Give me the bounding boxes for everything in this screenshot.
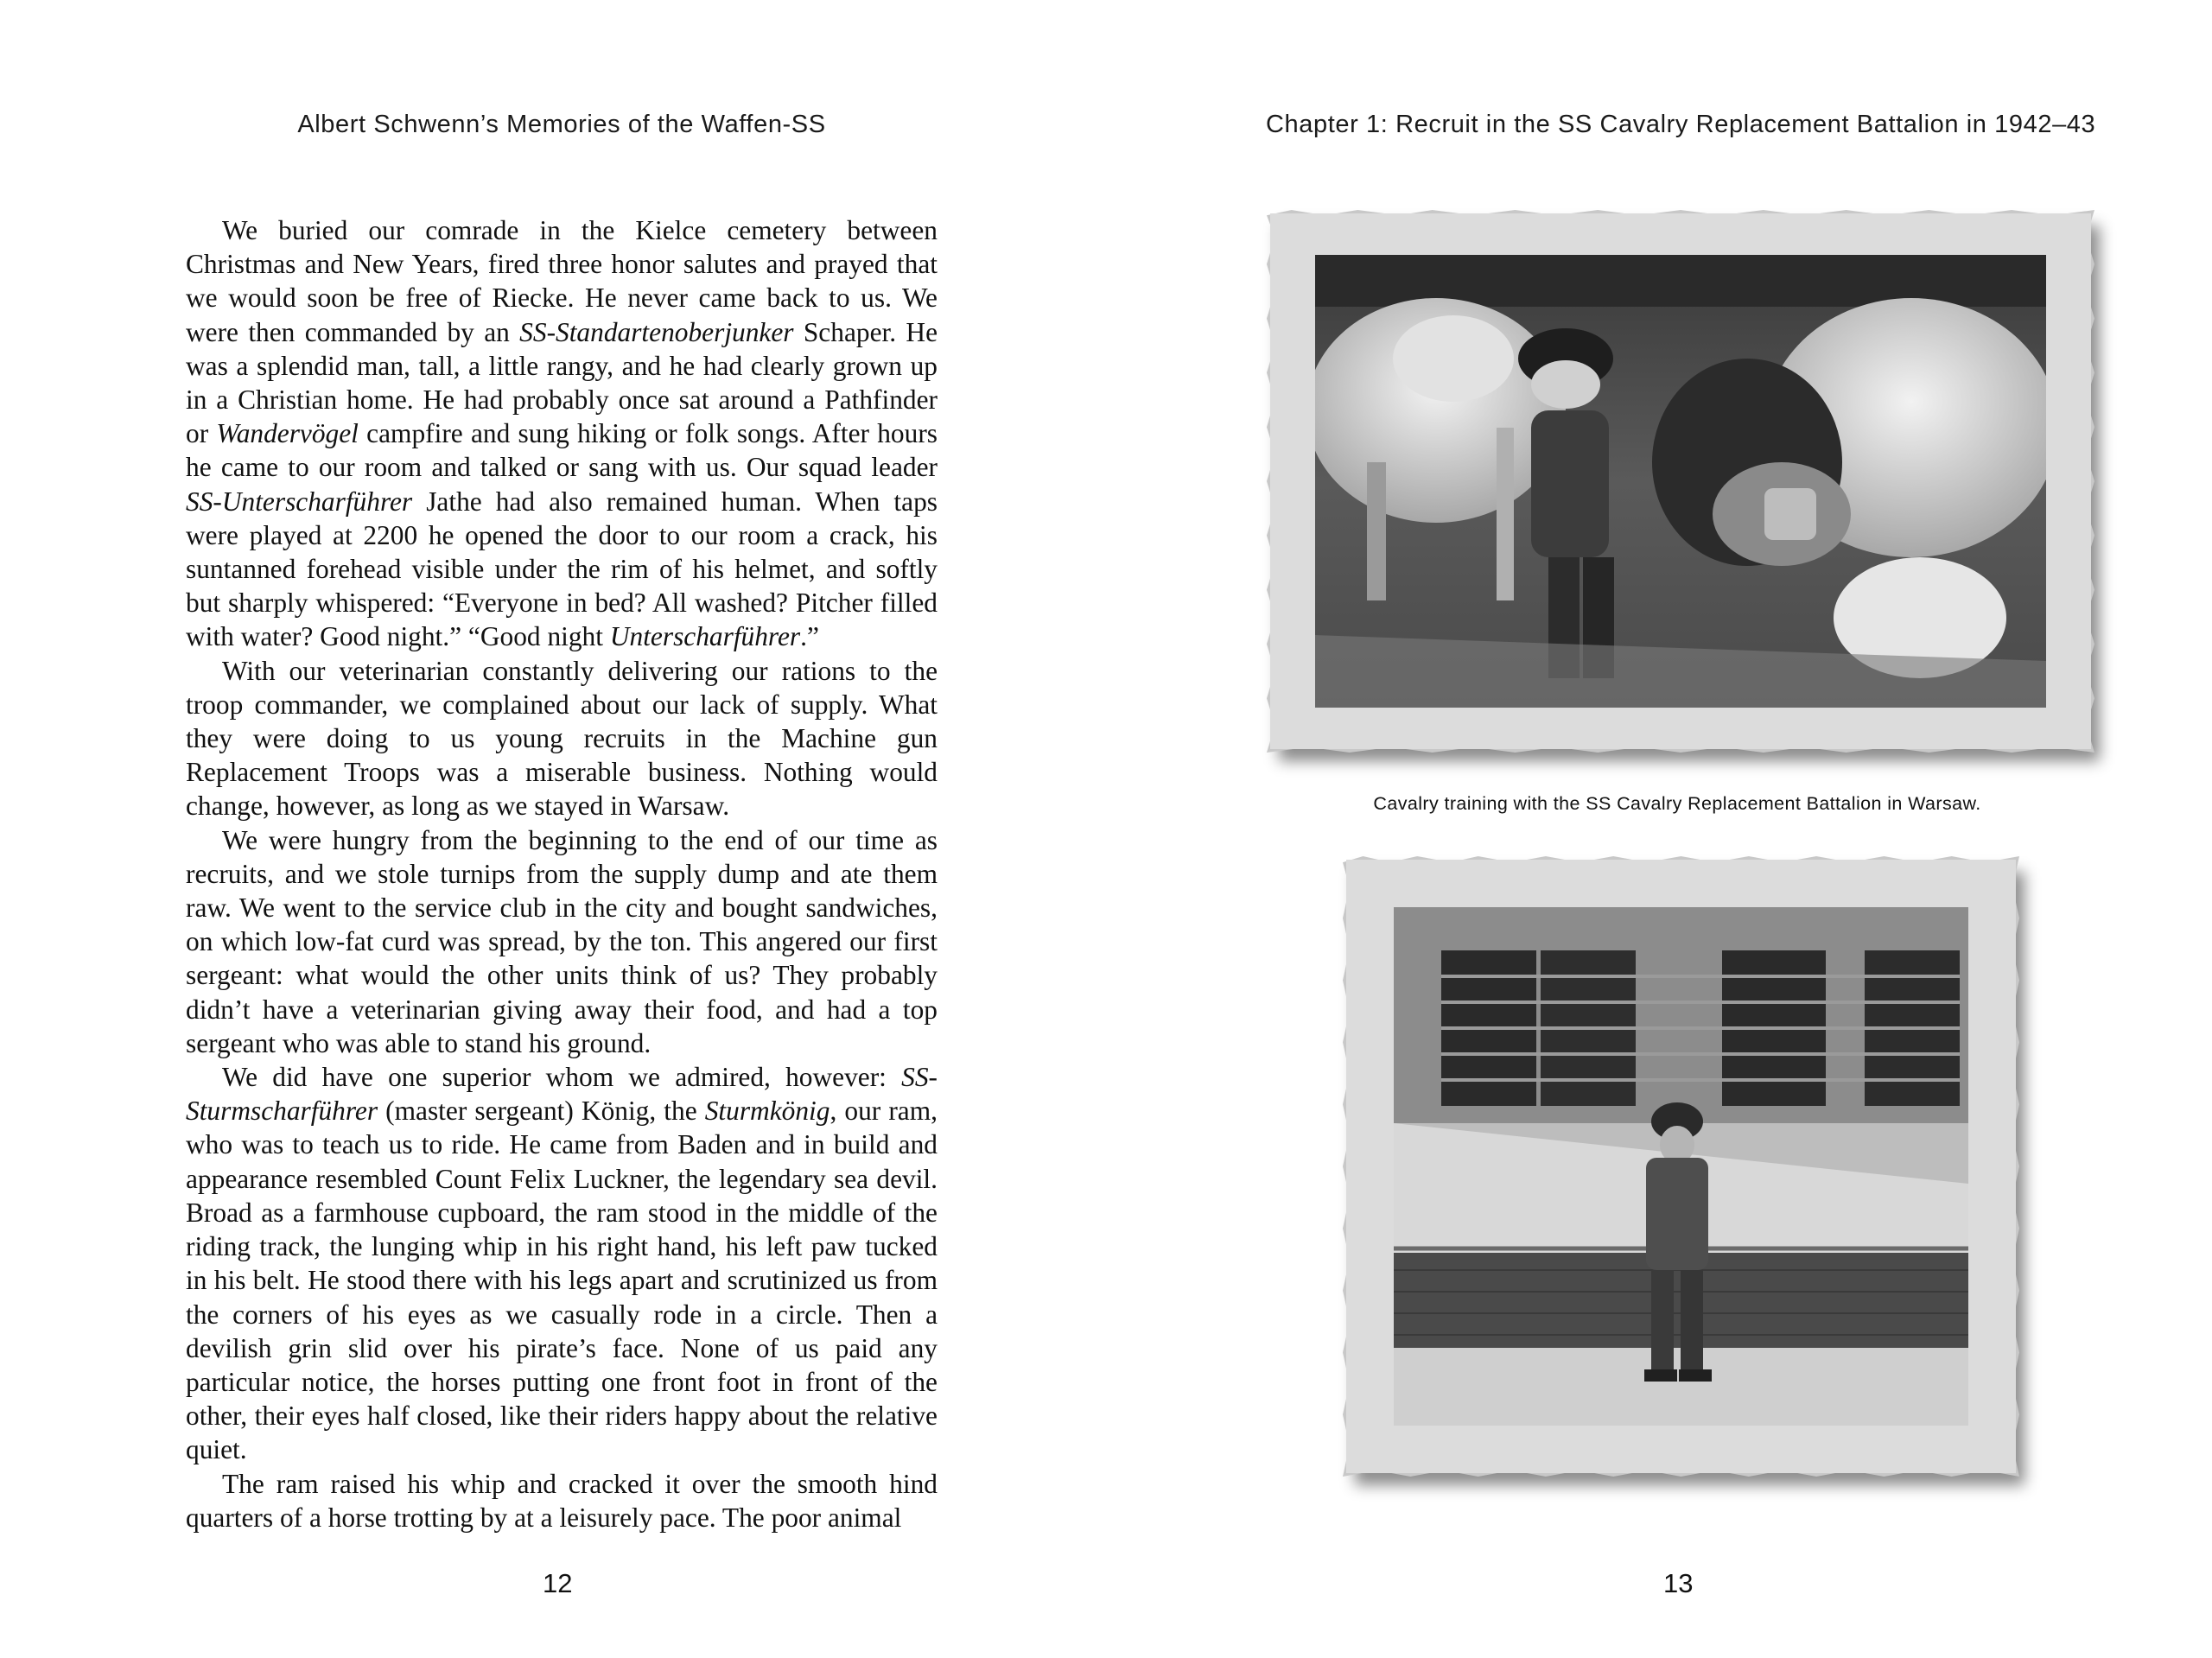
italic-term: SS-Unterscharführer [186, 486, 413, 517]
italic-term: Wandervögel [216, 418, 359, 449]
left-running-header: Albert Schwenn’s Memories of the Waffen-SS [297, 111, 826, 138]
photo-soldier-frame [1346, 860, 2016, 1473]
photo-horses-image [1315, 255, 2046, 708]
body-paragraph: We were hungry from the beginning to the end of our time as recruits, and we stole turnips from the supply dump and ate them raw. We went to the service club in the city and bought sandwiches, on which low-fat curd was spread, by the ton. This angered our first sergeant: what would the other units think of us? They probably didn’t have a veterinarian giving away their food, and had a top sergeant who was able to stand his ground. [186, 824, 938, 1058]
italic-term: SS-Sturmscharführer [186, 1062, 938, 1127]
body-paragraph: With our veterinarian constantly delivering our rations to the troop commander, we complained about our lack of supply. What they were doing to us young recruits in the Machine gun Replacement Troops was a miserable business. Nothing would change, however, as long as we stayed in Warsaw. [186, 655, 938, 822]
left-page-number: 12 [543, 1568, 573, 1598]
right-page-number: 13 [1663, 1568, 1694, 1598]
photo-horses-caption: Cavalry training with the SS Cavalry Replacement Battalion in Warsaw. [1373, 793, 1981, 814]
left-body-text [186, 213, 938, 1534]
body-paragraph: We did have one superior whom we admired, however: SS-Sturmscharführer (master sergeant) König, the Sturmkönig, our ram, who was to teach us to ride. He came from Baden and in build and appearance resembled Count Felix Luckner, the legendary sea devil. Broad as a farmhouse cupboard, the ram stood in the middle of the riding track, the lunging whip in his right hand, his left paw tucked in his belt. He stood there with his legs apart and scrutinized us from the corners of his eyes as we casually rode in a circle. Then a devilish grin slid over his pirate’s face. None of us paid any particular notice, the horses putting one front foot in front of the other, their eyes half closed, like their riders happy about the relative quiet. [186, 1062, 938, 1465]
italic-term: SS-Standartenoberjunker [519, 316, 794, 347]
italic-term: Unterscharführer [609, 621, 801, 652]
body-paragraph: The ram raised his whip and cracked it over the smooth hind quarters of a horse trotting by at a leisurely pace. The poor animal [186, 1468, 938, 1533]
right-running-header: Chapter 1: Recruit in the SS Cavalry Replacement Battalion in 1942–43 [1266, 111, 2096, 138]
body-paragraph: We buried our comrade in the Kielce cemetery between Christmas and New Years, fired three honor salutes and prayed that we would soon be free of Riecke. He never came back to us. We were then commanded by an SS-Standartenoberjunker Schaper. He was a splendid man, tall, a little rangy, and he had clearly grown up in a Christian home. He had probably once sat around a Pathfinder or Wandervögel campfire and sung hiking or folk songs. After hours he came to our room and talked or sang with us. Our squad leader SS-Unterscharführer Jathe had also remained human. When taps were played at 2200 he opened the door to our room a crack, his suntanned forehead visible under the rim of his helmet, and softly but sharply whispered: “Everyone in bed? All washed? Pitcher filled with water? Good night.” “Good night Unterscharführer.” [186, 215, 938, 652]
photo-soldier-image [1394, 907, 1968, 1426]
photo-horses-frame [1270, 213, 2091, 749]
italic-term: Sturmkönig [704, 1096, 830, 1127]
